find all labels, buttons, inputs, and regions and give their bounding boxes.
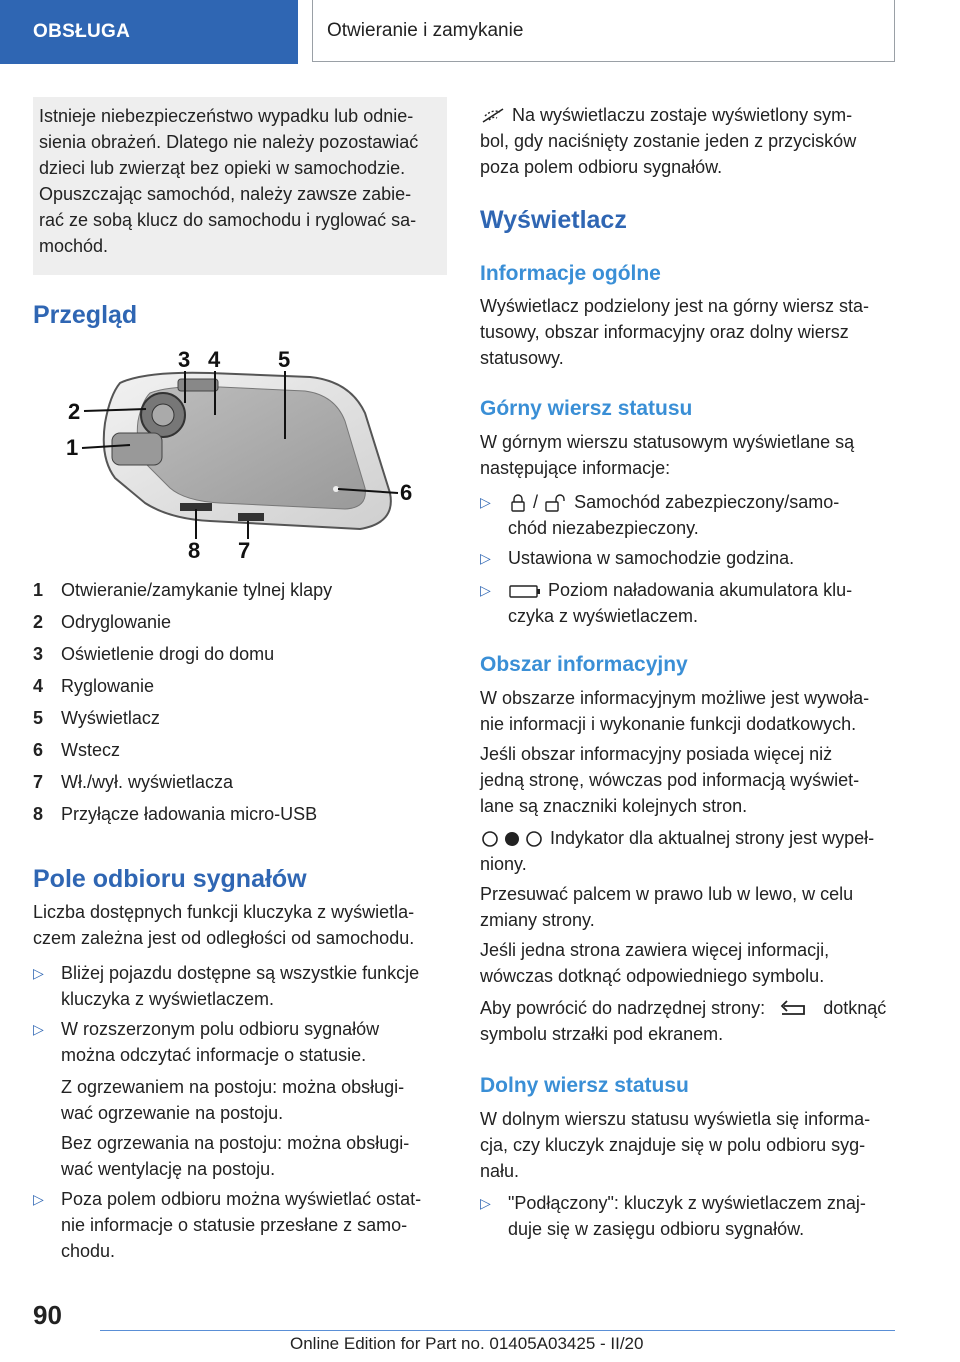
figure-label: 7 [238,538,251,563]
general-info-heading: Informacje ogólne [480,262,661,285]
text-line [480,995,900,1021]
legend-text: Ryglowanie [61,676,155,696]
figure-label: 4 [208,347,221,372]
legend-number: 5 [33,708,44,728]
list-item [480,577,900,629]
list-item [480,545,900,571]
list-subitem [33,1074,453,1126]
text-line: lane są znaczniki kolejnych stron. [480,796,748,816]
text-line: W dolnym wierszu statusu wyświetla się informa- [480,1109,871,1129]
legend-number: 2 [33,612,44,632]
text-line [480,102,900,128]
legend-text: Wstecz [61,740,121,760]
text-line: cja, czy kluczyk znajduje się w polu odbioru syg- [480,1135,866,1155]
triangle-right-icon: ▷ [33,965,44,981]
text-span: Poziom naładowania akumulatora klu- [548,580,853,600]
text-line: kluczyka z wyświetlaczem. [61,989,275,1009]
text-span: dotknąć [823,998,887,1018]
page-indicator-icon [480,829,544,849]
text-line: zmiany strony. [480,910,595,930]
lower-status-heading: Dolny wiersz statusu [480,1074,689,1097]
text-line: jedną stronę, wówczas pod informacją wyświet- [480,770,860,790]
text-line [508,577,900,603]
list-item [33,1186,453,1264]
legend-text: Oświetlenie drogi do domu [61,644,275,664]
legend-text: Wł./wył. wyświetlacza [61,772,234,792]
lower-status-text [480,1106,900,1184]
warning-line: dzieci lub zwierząt bez opieki w samochodzie. [39,158,406,178]
text-span: Na wyświetlaczu zostaje wyświetlony sym- [512,105,853,125]
text-line: wać wentylację na postoju. [61,1159,276,1179]
signal-range-heading: Pole odbioru sygnałów [33,865,307,893]
legend-number: 4 [33,676,44,696]
triangle-right-icon: ▷ [480,1195,491,1211]
list-item [33,960,453,1012]
text-line: Jeśli obszar informacyjny posiada więcej niż [480,744,833,764]
display-key-figure [60,343,425,565]
figure-label: 6 [400,480,413,505]
triangle-right-icon: ▷ [480,550,491,566]
text-line: Jeśli jedna strona zawiera więcej informacji, [480,940,830,960]
text-line: duje się w zasięgu odbioru sygnałów. [508,1219,805,1239]
upper-status-text [480,429,900,481]
info-area-text [480,685,900,737]
legend-number: 8 [33,804,44,824]
footer-rule [100,1330,895,1331]
battery-icon [508,582,542,600]
text-line: Bez ogrzewania na postoju: można obsługi- [61,1133,410,1153]
warning-line: sienia obrażeń. Dlatego nie należy pozostawiać [39,132,419,152]
info-area-text [480,881,900,933]
no-signal-icon [480,106,506,126]
triangle-right-icon: ▷ [33,1021,44,1037]
display-heading: Wyświetlacz [480,206,627,234]
legend-number: 7 [33,772,44,792]
text-line: nału. [480,1161,520,1181]
text-line: Ustawiona w samochodzie godzina. [508,548,795,568]
chapter-title: Otwieranie i zamykanie [312,0,895,62]
warning-line: Istnieje niebezpieczeństwo wypadku lub odnie- [39,106,414,126]
text-line: W obszarze informacyjnym możliwe jest wywoła- [480,688,870,708]
text-span: Indykator dla aktualnej strony jest wypeł- [550,828,875,848]
list-item [480,489,900,541]
warning-line: rać ze sobą klucz do samochodu i ryglować sa- [39,210,417,230]
text-span: Aby powrócić do nadrzędnej strony: [480,998,766,1018]
legend-text: Otwieranie/zamykanie tylnej klapy [61,580,333,600]
figure-label: 5 [278,347,291,372]
text-line: Z ogrzewaniem na postoju: można obsługi- [61,1077,405,1097]
info-area-text [480,741,900,819]
text-line: "Podłączony": kluczyk z wyświetlaczem znaj- [508,1193,866,1213]
list-subitem [33,1130,453,1182]
out-of-range-note [480,102,900,180]
warning-line: mochód. [39,236,109,256]
text-line: Bliżej pojazdu dostępne są wszystkie funkcje [61,963,420,983]
legend-text: Odryglowanie [61,612,172,632]
key-center-logo [152,404,174,426]
legend-number: 1 [33,580,44,600]
text-line: niony. [480,854,527,874]
lock-open-icon [543,493,569,513]
legend-text: Przyłącze ładowania micro-USB [61,804,318,824]
text-line: W rozszerzonym polu odbioru sygnałów [61,1019,380,1039]
warning-line: Opuszczając samochód, należy zawsze zabie- [39,184,412,204]
section-tab: OBSŁUGA [0,0,298,64]
text-line: Wyświetlacz podzielony jest na górny wiersz sta- [480,296,869,316]
info-area-text [480,937,900,989]
text-line: poza polem odbioru sygnałów. [480,157,723,177]
key-trunk-button [112,433,162,465]
figure-label: 3 [178,347,191,372]
key-power-button [238,513,264,521]
text-line: statusowy. [480,348,564,368]
overview-heading: Przegląd [33,301,138,329]
legend-number: 3 [33,644,44,664]
triangle-right-icon: ▷ [33,1191,44,1207]
text-line: W górnym wierszu statusowym wyświetlane są [480,432,855,452]
page-number: 90 [33,1300,62,1330]
text-line: bol, gdy naciśnięty zostanie jeden z przycisków [480,131,857,151]
legend-text: Wyświetlacz [61,708,160,728]
figure-label: 1 [66,435,79,460]
text-line: wówczas dotknąć odpowiedniego symbolu. [480,966,825,986]
text-line: Poza polem odbioru można wyświetlać ostat- [61,1189,422,1209]
text-line: chodu. [61,1241,116,1261]
text-line [508,489,900,515]
text-line: następujące informacje: [480,458,671,478]
text-line: nie informacji i wykonanie funkcji dodatkowych. [480,714,857,734]
info-area-heading: Obszar informacyjny [480,653,688,676]
figure-label: 8 [188,538,201,563]
text-line: tusowy, obszar informacyjny oraz dolny wiersz [480,322,849,342]
text-span: Samochód zabezpieczony/samo- [574,492,840,512]
info-area-text [480,825,900,877]
info-area-text [480,995,900,1047]
warning-box [33,97,447,275]
upper-status-heading: Górny wiersz statusu [480,397,693,420]
text-line: wać ogrzewanie na postoju. [61,1103,284,1123]
legend-number: 6 [33,740,44,760]
text-line: nie informacje o statusie przesłane z samo- [61,1215,408,1235]
footer-edition: Online Edition for Part no. 01405A03425 - II/20 [290,1334,644,1353]
list-item [33,1016,453,1068]
lock-closed-icon [508,493,528,513]
general-info-text [480,293,900,371]
text-line [480,825,900,851]
text-line: Liczba dostępnych funkcji kluczyka z wyświetla- [33,902,415,922]
figure-label: 2 [68,399,81,424]
text-line: Przesuwać palcem w prawo lub w lewo, w celu [480,884,854,904]
text-line: czyka z wyświetlaczem. [508,606,699,626]
triangle-right-icon: ▷ [480,582,491,598]
list-item [480,1190,900,1242]
triangle-right-icon: ▷ [480,494,491,510]
text-line: chód niezabezpieczony. [508,518,699,538]
signal-range-intro [33,899,453,951]
text-line: czem zależna jest od odległości od samochodu. [33,928,415,948]
text-line: można odczytać informacje o statusie. [61,1045,367,1065]
separator: / [533,492,539,512]
text-line: symbolu strzałki pod ekranem. [480,1024,724,1044]
back-arrow-icon [774,1000,814,1018]
